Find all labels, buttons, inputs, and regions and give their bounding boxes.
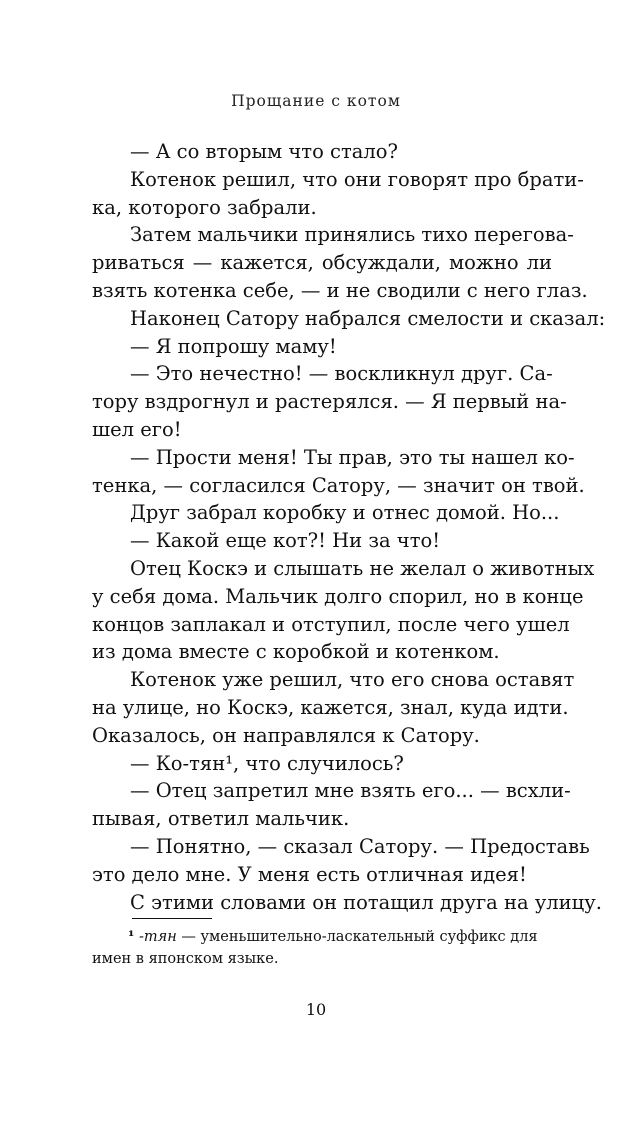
text-line: Отец Коскэ и слышать не желал о животных — [130, 556, 595, 580]
text-line: — Я попрошу маму! — [130, 334, 337, 358]
text-line: шел его! — [92, 417, 182, 441]
running-title: Прощание с котом — [231, 92, 401, 110]
text-line: у себя дома. Мальчик долго спорил, но в конце — [92, 584, 584, 608]
text-line: — Отец запретил мне взять его... — всхли- — [130, 779, 571, 803]
text-line: — А со вторым что стало? — [130, 140, 398, 163]
text-line: из дома вместе с коробкой и котенком. — [92, 640, 500, 664]
footnote-definition: — уменьшительно-ласкательный суффикс для — [176, 929, 538, 945]
footnote-mark: ¹ — [128, 928, 135, 945]
text-line: Наконец Сатору набрался смелости и сказал: — [130, 306, 606, 330]
footnote-rule — [132, 918, 212, 919]
text-line: ка, которого забрали. — [92, 195, 317, 219]
text-line: тору вздрогнул и растерялся. — Я первый на- — [92, 390, 567, 414]
text-line: взять котенка себе, — и не сводили с него глаз. — [92, 278, 588, 302]
text-line: Котенок уже решил, что его снова оставят — [130, 668, 575, 692]
footnote-line-1 — [92, 926, 552, 948]
text-line: тенка, — согласился Сатору, — значит он твой. — [92, 473, 585, 497]
text-line: пывая, ответил мальчик. — [92, 807, 350, 831]
text-line: Котенок решил, что они говорят про брати- — [130, 167, 584, 191]
footnote — [92, 926, 552, 970]
page-number: 10 — [305, 1000, 327, 1019]
body-text — [92, 138, 606, 916]
text-line: это дело мне. У меня есть отличная идея! — [92, 862, 527, 886]
text-line: — Ко-тян¹, что случилось? — [130, 751, 404, 775]
text-line: — Это нечестно! — воскликнул друг. Са- — [130, 362, 553, 386]
text-line: — Какой еще кот?! Ни за что! — [130, 529, 441, 553]
text-line: — Понятно, — сказал Сатору. — Предоставь — [130, 834, 590, 858]
text-line: Оказалось, он направлялся к Сатору. — [92, 723, 480, 747]
text-line: концов заплакал и отступил, после чего ушел — [92, 612, 570, 636]
text-line: на улице, но Коскэ, кажется, знал, куда идти. — [92, 695, 569, 719]
text-line: — Прости меня! Ты прав, это ты нашел ко- — [130, 445, 575, 469]
footnote-term: -тян — [138, 929, 177, 945]
text-line: Друг забрал коробку и отнес домой. Но... — [130, 501, 560, 525]
text-line: Затем мальчики принялись тихо перегова- — [130, 223, 574, 247]
text-line: риваться — кажется, обсуждали, можно ли — [92, 251, 552, 275]
text-line: С этими словами он потащил друга на улицу. — [130, 890, 602, 914]
footnote-line-2: имен в японском языке. — [92, 951, 279, 967]
